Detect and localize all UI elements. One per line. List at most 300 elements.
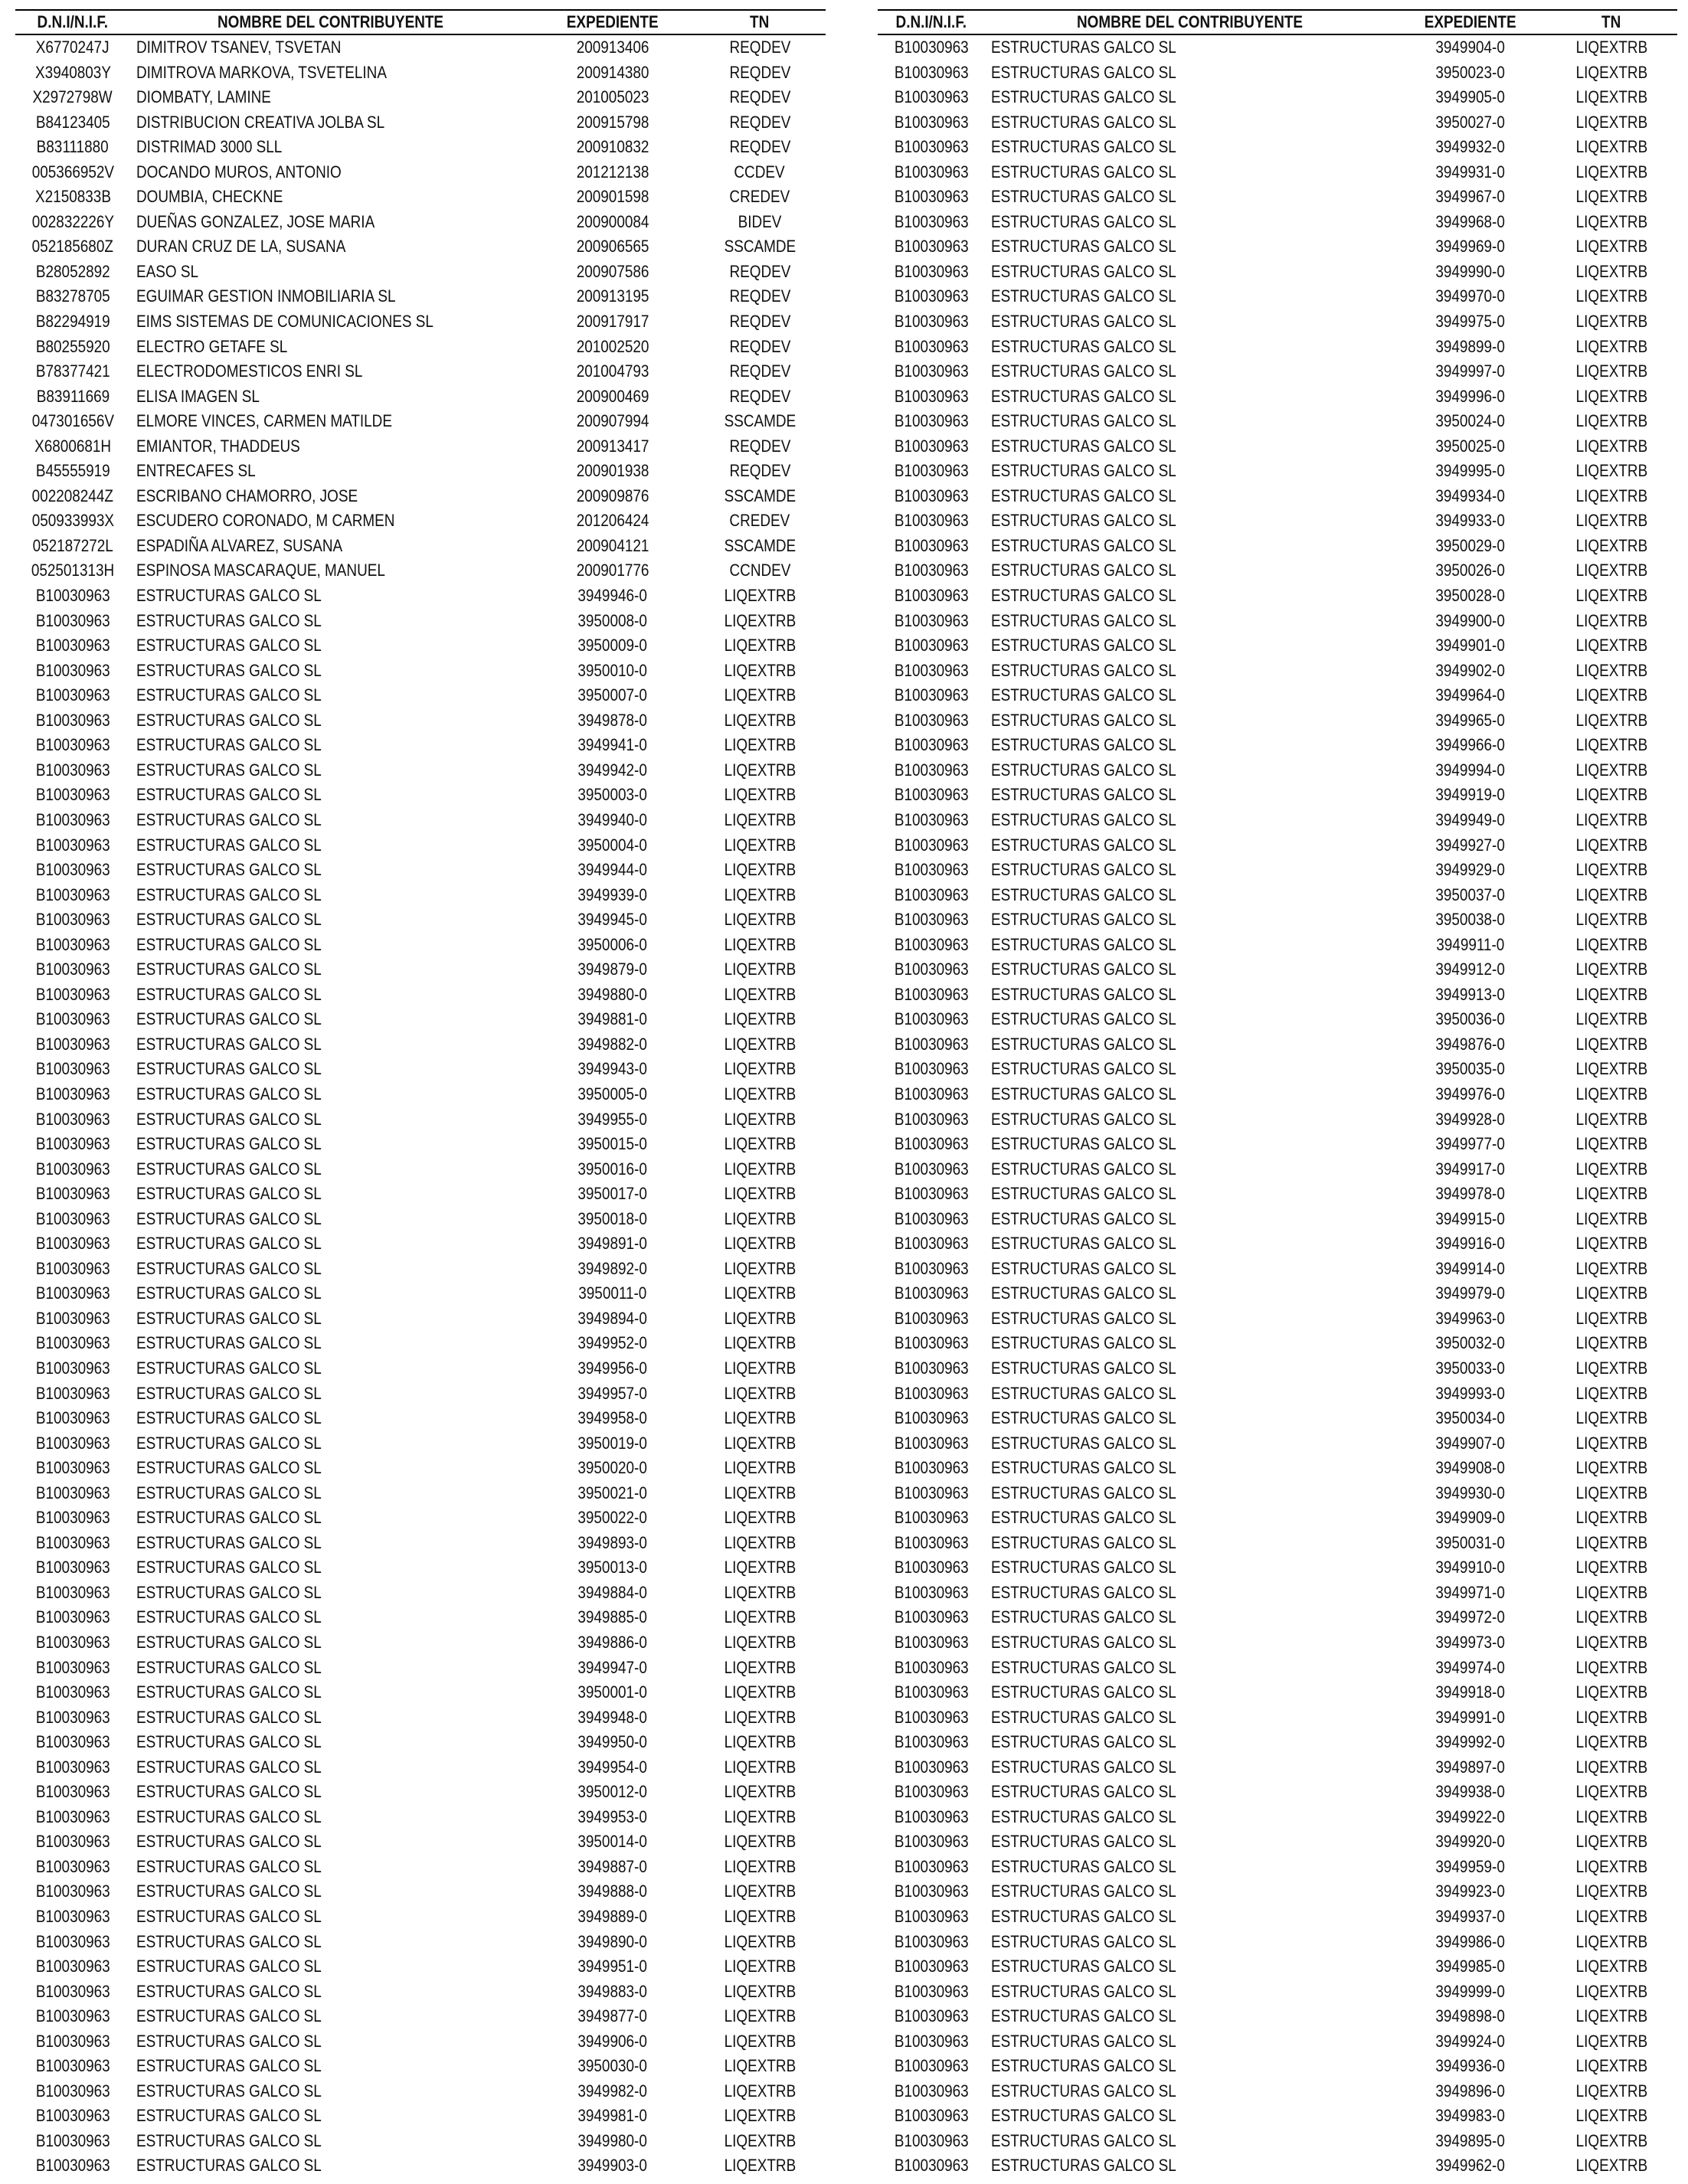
cell-taxpayer-name: ESTRUCTURAS GALCO SL — [991, 187, 1176, 207]
cell-nif: B10030963 — [894, 1308, 969, 1328]
cell-nif: B10030963 — [894, 511, 969, 531]
table-row — [15, 733, 826, 758]
cell-nif: B10030963 — [35, 1408, 110, 1428]
cell-tn: LIQEXTRB — [1575, 1607, 1647, 1627]
cell-taxpayer-name: ESTRUCTURAS GALCO SL — [136, 2056, 322, 2076]
table-row — [878, 234, 1677, 260]
cell-tn: LIQEXTRB — [1575, 1931, 1647, 1951]
cell-tn: LIQEXTRB — [724, 1782, 796, 1802]
cell-tn: LIQEXTRB — [1575, 1034, 1647, 1054]
cell-tn: LIQEXTRB — [724, 835, 796, 855]
table-row — [15, 1531, 826, 1556]
cell-nif: B10030963 — [35, 1283, 110, 1303]
cell-taxpayer-name: ESTRUCTURAS GALCO SL — [991, 1059, 1176, 1079]
table-body-right — [878, 34, 1677, 2179]
cell-nif: B10030963 — [35, 660, 110, 680]
cell-taxpayer-name: ESTRUCTURAS GALCO SL — [991, 2031, 1176, 2051]
cell-expediente: 3949903-0 — [577, 2156, 648, 2176]
cell-expediente: 3950015-0 — [577, 1134, 648, 1154]
table-row — [15, 2054, 826, 2079]
cell-expediente: 3950029-0 — [1435, 535, 1506, 555]
cell-nif: B10030963 — [894, 934, 969, 954]
table-row — [15, 1805, 826, 1830]
table-row — [15, 409, 826, 434]
cell-expediente: 3949911-0 — [1436, 934, 1505, 954]
table-row — [878, 34, 1677, 60]
cell-tn: LIQEXTRB — [1575, 2106, 1647, 2126]
table-row — [878, 907, 1677, 933]
cell-expediente: 3949913-0 — [1435, 984, 1506, 1004]
table-row — [15, 1257, 826, 1282]
table-row — [15, 309, 826, 335]
table-row — [15, 1879, 826, 1904]
cell-nif: B83278705 — [35, 286, 110, 306]
cell-expediente: 3950012-0 — [577, 1782, 648, 1802]
table-row — [878, 210, 1677, 235]
table-row — [15, 1656, 826, 1681]
cell-taxpayer-name: DOUMBIA, CHECKNE — [136, 187, 283, 207]
cell-expediente: 3949943-0 — [577, 1059, 648, 1079]
cell-taxpayer-name: ESTRUCTURAS GALCO SL — [991, 1234, 1176, 1254]
table-row — [878, 1506, 1677, 1531]
cell-taxpayer-name: ESTRUCTURAS GALCO SL — [991, 1582, 1176, 1602]
table-row — [878, 135, 1677, 160]
cell-taxpayer-name: ESTRUCTURAS GALCO SL — [991, 960, 1176, 979]
table-row — [15, 1555, 826, 1581]
cell-taxpayer-name: ESTRUCTURAS GALCO SL — [136, 1981, 322, 2001]
cell-expediente: 3949993-0 — [1435, 1383, 1506, 1403]
cell-nif: B10030963 — [35, 1633, 110, 1652]
cell-taxpayer-name: ESTRUCTURAS GALCO SL — [991, 1109, 1176, 1129]
cell-taxpayer-name: ESTRUCTURAS GALCO SL — [991, 1782, 1176, 1802]
cell-tn: LIQEXTRB — [1575, 486, 1647, 505]
cell-tn: LIQEXTRB — [1575, 1707, 1647, 1727]
table-row — [15, 833, 826, 858]
cell-expediente: 3949956-0 — [577, 1358, 648, 1378]
table-row — [15, 933, 826, 958]
cell-taxpayer-name: ESTRUCTURAS GALCO SL — [136, 1558, 322, 1578]
cell-nif: X2150833B — [34, 187, 111, 207]
table-row — [878, 260, 1677, 285]
cell-taxpayer-name: ESTRUCTURAS GALCO SL — [991, 2130, 1176, 2150]
table-row — [15, 34, 826, 60]
cell-tn: LIQEXTRB — [1575, 237, 1647, 257]
table-row — [878, 2079, 1677, 2104]
table-body-left — [15, 34, 826, 2179]
cell-tn: LIQEXTRB — [1575, 211, 1647, 231]
cell-nif: B10030963 — [894, 38, 969, 57]
cell-expediente: 3949953-0 — [577, 1806, 648, 1826]
cell-taxpayer-name: ESTRUCTURAS GALCO SL — [991, 112, 1176, 132]
cell-expediente: 200901776 — [576, 561, 649, 580]
cell-nif: B10030963 — [35, 710, 110, 730]
cell-taxpayer-name: ESTRUCTURAS GALCO SL — [991, 211, 1176, 231]
cell-expediente: 3950028-0 — [1435, 586, 1506, 606]
cell-tn: LIQEXTRB — [724, 2130, 796, 2150]
cell-taxpayer-name: ESTRUCTURAS GALCO SL — [991, 1633, 1176, 1652]
cell-taxpayer-name: ESTRUCTURAS GALCO SL — [136, 809, 322, 829]
cell-expediente: 3950008-0 — [577, 610, 648, 630]
cell-nif: B10030963 — [894, 2081, 969, 2101]
cell-expediente: 3949883-0 — [577, 1981, 648, 2001]
cell-taxpayer-name: ESTRUCTURAS GALCO SL — [136, 660, 322, 680]
cell-taxpayer-name: ESTRUCTURAS GALCO SL — [136, 1383, 322, 1403]
cell-nif: B10030963 — [35, 1234, 110, 1254]
cell-expediente: 200907994 — [576, 411, 649, 431]
cell-taxpayer-name: ESTRUCTURAS GALCO SL — [991, 1408, 1176, 1428]
cell-nif: B10030963 — [894, 1582, 969, 1602]
cell-nif: B10030963 — [894, 910, 969, 930]
cell-nif: B10030963 — [35, 586, 110, 606]
cell-nif: B80255920 — [35, 336, 110, 356]
cell-tn: LIQEXTRB — [1575, 535, 1647, 555]
cell-taxpayer-name: ESTRUCTURAS GALCO SL — [136, 1806, 322, 1826]
cell-tn: LIQEXTRB — [724, 1607, 796, 1627]
cell-nif: B10030963 — [894, 1907, 969, 1927]
cell-tn: LIQEXTRB — [724, 2081, 796, 2101]
cell-tn: LIQEXTRB — [1575, 1208, 1647, 1228]
table-row — [15, 284, 826, 309]
cell-taxpayer-name: ESTRUCTURAS GALCO SL — [991, 2156, 1176, 2176]
cell-expediente: 3949889-0 — [577, 1907, 648, 1927]
table-row — [878, 1207, 1677, 1232]
cell-taxpayer-name: ESTRUCTURAS GALCO SL — [136, 1109, 322, 1129]
cell-nif: B10030963 — [894, 1159, 969, 1179]
cell-nif: B10030963 — [35, 1358, 110, 1378]
cell-taxpayer-name: ESTRUCTURAS GALCO SL — [136, 1034, 322, 1054]
cell-tn: LIQEXTRB — [724, 1483, 796, 1502]
cell-expediente: 3949890-0 — [577, 1931, 648, 1951]
table-row — [15, 609, 826, 634]
cell-tn: LIQEXTRB — [724, 1084, 796, 1103]
cell-nif: B10030963 — [894, 336, 969, 356]
table-row — [878, 558, 1677, 584]
cell-taxpayer-name: ESTRUCTURAS GALCO SL — [991, 1657, 1176, 1677]
cell-tn: LIQEXTRB — [1575, 336, 1647, 356]
cell-nif: B10030963 — [35, 1682, 110, 1702]
cell-taxpayer-name: ESTRUCTURAS GALCO SL — [136, 1084, 322, 1103]
cell-expediente: 3949949-0 — [1435, 809, 1506, 829]
cell-expediente: 3949985-0 — [1435, 1957, 1506, 1976]
cell-nif: 002208244Z — [31, 486, 114, 505]
table-row — [878, 508, 1677, 534]
cell-taxpayer-name: ESTRUCTURAS GALCO SL — [991, 237, 1176, 257]
cell-taxpayer-name: ESTRUCTURAS GALCO SL — [136, 1159, 322, 1179]
cell-taxpayer-name: ESTRUCTURAS GALCO SL — [991, 38, 1176, 57]
cell-nif: X6800681H — [34, 436, 111, 456]
cell-nif: B10030963 — [35, 1832, 110, 1852]
cell-taxpayer-name: ESTRUCTURAS GALCO SL — [991, 286, 1176, 306]
cell-tn: LIQEXTRB — [724, 884, 796, 904]
cell-taxpayer-name: ESTRUCTURAS GALCO SL — [991, 1832, 1176, 1852]
cell-expediente: 3950020-0 — [577, 1458, 648, 1478]
cell-nif: B10030963 — [894, 312, 969, 332]
cell-nif: B10030963 — [35, 884, 110, 904]
cell-nif: B10030963 — [894, 1732, 969, 1752]
cell-tn: LIQEXTRB — [724, 1856, 796, 1876]
cell-tn: LIQEXTRB — [724, 1931, 796, 1951]
cell-taxpayer-name: ESTRUCTURAS GALCO SL — [136, 1458, 322, 1478]
cell-nif: B10030963 — [894, 1333, 969, 1353]
table-row — [15, 633, 826, 659]
table-row — [15, 2079, 826, 2104]
cell-nif: B10030963 — [35, 835, 110, 855]
table-row — [878, 85, 1677, 110]
cell-taxpayer-name: ESTRUCTURAS GALCO SL — [991, 261, 1176, 281]
cell-expediente: 3949931-0 — [1435, 162, 1506, 181]
cell-tn: LIQEXTRB — [1575, 835, 1647, 855]
table-row — [878, 858, 1677, 883]
cell-tn: LIQEXTRB — [1575, 2130, 1647, 2150]
table-row — [15, 384, 826, 410]
cell-tn: LIQEXTRB — [724, 1508, 796, 1528]
cell-nif: B10030963 — [894, 2130, 969, 2150]
table-row — [15, 2004, 826, 2029]
cell-nif: B10030963 — [894, 960, 969, 979]
table-row — [878, 633, 1677, 659]
cell-taxpayer-name: ELISA IMAGEN SL — [136, 386, 260, 406]
cell-expediente: 3949952-0 — [577, 1333, 648, 1353]
cell-nif: B10030963 — [35, 2056, 110, 2076]
cell-taxpayer-name: ESTRUCTURAS GALCO SL — [991, 1806, 1176, 1826]
table-row — [878, 2129, 1677, 2154]
cell-nif: B10030963 — [35, 1034, 110, 1054]
table-row — [878, 1780, 1677, 1805]
cell-expediente: 3950006-0 — [577, 934, 648, 954]
cell-nif: B10030963 — [35, 1184, 110, 1204]
cell-tn: LIQEXTRB — [1575, 1782, 1647, 1802]
cell-nif: B10030963 — [894, 1009, 969, 1029]
cell-nif: B10030963 — [894, 2031, 969, 2051]
cell-expediente: 3949999-0 — [1435, 1981, 1506, 2001]
cell-expediente: 3949938-0 — [1435, 1782, 1506, 1802]
cell-tn: LIQEXTRB — [1575, 884, 1647, 904]
cell-taxpayer-name: ESTRUCTURAS GALCO SL — [136, 910, 322, 930]
cell-taxpayer-name: ESTRUCTURAS GALCO SL — [991, 785, 1176, 805]
cell-taxpayer-name: ESTRUCTURAS GALCO SL — [991, 1333, 1176, 1353]
cell-expediente: 3949975-0 — [1435, 312, 1506, 332]
cell-tn: LIQEXTRB — [1575, 187, 1647, 207]
cell-taxpayer-name: ESTRUCTURAS GALCO SL — [136, 1258, 322, 1278]
header-expediente: EXPEDIENTE — [1395, 10, 1546, 34]
cell-nif: B82294919 — [35, 312, 110, 332]
cell-nif: B10030963 — [35, 610, 110, 630]
cell-tn: LIQEXTRB — [1575, 1657, 1647, 1677]
table-row — [878, 1879, 1677, 1904]
cell-nif: 052501313H — [31, 561, 115, 580]
cell-taxpayer-name: ESTRUCTURAS GALCO SL — [136, 1308, 322, 1328]
cell-tn: LIQEXTRB — [1575, 984, 1647, 1004]
table-row — [15, 2029, 826, 2055]
cell-nif: B10030963 — [894, 1184, 969, 1204]
table-row — [878, 1231, 1677, 1257]
cell-nif: B10030963 — [894, 984, 969, 1004]
cell-expediente: 3950026-0 — [1435, 561, 1506, 580]
cell-tn: LIQEXTRB — [1575, 1856, 1647, 1876]
cell-nif: B10030963 — [894, 1134, 969, 1154]
table-header-right — [878, 10, 1677, 34]
table-row — [15, 484, 826, 509]
cell-taxpayer-name: ESTRUCTURAS GALCO SL — [991, 1732, 1176, 1752]
cell-tn: LIQEXTRB — [1575, 1358, 1647, 1378]
table-row — [878, 1007, 1677, 1032]
cell-expediente: 3950010-0 — [577, 660, 648, 680]
table-row — [878, 1805, 1677, 1830]
cell-expediente: 3949927-0 — [1435, 835, 1506, 855]
cell-tn: LIQEXTRB — [724, 1234, 796, 1254]
cell-expediente: 3949884-0 — [577, 1582, 648, 1602]
cell-expediente: 3949894-0 — [577, 1308, 648, 1328]
table-row — [878, 1082, 1677, 1107]
cell-nif: B10030963 — [35, 2006, 110, 2026]
left-column — [15, 9, 826, 2179]
cell-taxpayer-name: ESTRUCTURAS GALCO SL — [136, 1283, 322, 1303]
cell-tn: LIQEXTRB — [1575, 1383, 1647, 1403]
cell-tn: LIQEXTRB — [724, 2156, 796, 2176]
cell-tn: REQDEV — [729, 461, 790, 481]
table-row — [15, 1930, 826, 1955]
cell-tn: SSCAMDE — [724, 411, 796, 431]
cell-expediente: 3949963-0 — [1435, 1308, 1506, 1328]
cell-tn: CCNDEV — [729, 561, 790, 580]
cell-tn: LIQEXTRB — [1575, 1408, 1647, 1428]
table-row — [878, 1182, 1677, 1207]
table-row — [878, 1257, 1677, 1282]
cell-expediente: 3950031-0 — [1435, 1532, 1506, 1552]
table-row — [878, 2029, 1677, 2055]
cell-taxpayer-name: ESTRUCTURAS GALCO SL — [991, 1159, 1176, 1179]
cell-tn: LIQEXTRB — [1575, 1283, 1647, 1303]
cell-taxpayer-name: ESTRUCTURAS GALCO SL — [991, 1433, 1176, 1453]
table-row — [878, 1281, 1677, 1306]
cell-tn: LIQEXTRB — [724, 1333, 796, 1353]
table-row — [878, 683, 1677, 708]
table-row — [878, 1456, 1677, 1481]
cell-taxpayer-name: ESTRUCTURAS GALCO SL — [136, 636, 322, 656]
cell-expediente: 3949885-0 — [577, 1607, 648, 1627]
header-expediente: EXPEDIENTE — [532, 10, 694, 34]
cell-expediente: 3949909-0 — [1435, 1508, 1506, 1528]
cell-nif: B10030963 — [894, 1383, 969, 1403]
cell-nif: B10030963 — [894, 1806, 969, 1826]
cell-expediente: 3949876-0 — [1435, 1034, 1506, 1054]
cell-tn: LIQEXTRB — [724, 1258, 796, 1278]
cell-taxpayer-name: ESTRUCTURAS GALCO SL — [136, 2106, 322, 2126]
cell-nif: B10030963 — [35, 1782, 110, 1802]
cell-expediente: 3949994-0 — [1435, 760, 1506, 780]
cell-nif: B10030963 — [894, 2156, 969, 2176]
cell-nif: X2972798W — [32, 87, 113, 107]
table-row — [878, 60, 1677, 86]
cell-taxpayer-name: ESTRUCTURAS GALCO SL — [991, 710, 1176, 730]
cell-nif: X6770247J — [36, 38, 110, 57]
cell-tn: LIQEXTRB — [1575, 1633, 1647, 1652]
cell-taxpayer-name: ESTRUCTURAS GALCO SL — [136, 984, 322, 1004]
cell-nif: B10030963 — [35, 1084, 110, 1103]
cell-expediente: 3950024-0 — [1435, 411, 1506, 431]
cell-nif: B10030963 — [35, 685, 110, 705]
cell-tn: LIQEXTRB — [724, 1532, 796, 1552]
cell-tn: LIQEXTRB — [724, 960, 796, 979]
cell-taxpayer-name: ESTRUCTURAS GALCO SL — [136, 586, 322, 606]
cell-tn: LIQEXTRB — [1575, 1458, 1647, 1478]
cell-nif: B10030963 — [35, 934, 110, 954]
cell-taxpayer-name: ESTRUCTURAS GALCO SL — [136, 735, 322, 755]
cell-nif: B28052892 — [35, 261, 110, 281]
cell-nif: B10030963 — [35, 1433, 110, 1453]
cell-taxpayer-name: ESTRUCTURAS GALCO SL — [136, 1633, 322, 1652]
cell-tn: LIQEXTRB — [724, 1907, 796, 1927]
cell-nif: B10030963 — [894, 211, 969, 231]
cell-tn: LIQEXTRB — [1575, 1558, 1647, 1578]
cell-nif: B10030963 — [894, 1931, 969, 1951]
cell-expediente: 200913406 — [576, 38, 649, 57]
cell-taxpayer-name: ESTRUCTURAS GALCO SL — [136, 610, 322, 630]
table-row — [878, 2004, 1677, 2029]
cell-taxpayer-name: ESTRUCTURAS GALCO SL — [991, 910, 1176, 930]
cell-taxpayer-name: ESCRIBANO CHAMORRO, JOSE — [136, 486, 358, 505]
cell-tn: LIQEXTRB — [1575, 860, 1647, 880]
cell-nif: B10030963 — [35, 1308, 110, 1328]
cell-expediente: 3950001-0 — [577, 1682, 648, 1702]
cell-expediente: 3949895-0 — [1435, 2130, 1506, 2150]
cell-nif: B10030963 — [894, 187, 969, 207]
table-row — [878, 1431, 1677, 1457]
cell-taxpayer-name: ESTRUCTURAS GALCO SL — [991, 1607, 1176, 1627]
cell-nif: B10030963 — [894, 1433, 969, 1453]
cell-expediente: 3949922-0 — [1435, 1806, 1506, 1826]
cell-expediente: 3949916-0 — [1435, 1234, 1506, 1254]
cell-taxpayer-name: ESTRUCTURAS GALCO SL — [136, 1957, 322, 1976]
cell-tn: LIQEXTRB — [1575, 1009, 1647, 1029]
cell-nif: X3940803Y — [34, 62, 111, 82]
cell-nif: B10030963 — [894, 586, 969, 606]
cell-nif: B10030963 — [894, 1234, 969, 1254]
cell-taxpayer-name: EMIANTOR, THADDEUS — [136, 436, 300, 456]
cell-nif: B10030963 — [35, 1508, 110, 1528]
cell-expediente: 3949904-0 — [1435, 38, 1506, 57]
cell-tn: LIQEXTRB — [724, 636, 796, 656]
table-row — [15, 1630, 826, 1656]
cell-expediente: 200906565 — [576, 237, 649, 257]
cell-tn: SSCAMDE — [724, 486, 796, 505]
cell-taxpayer-name: EASO SL — [136, 261, 198, 281]
table-row — [878, 110, 1677, 136]
cell-nif: B10030963 — [35, 1208, 110, 1228]
table-header-left — [15, 10, 826, 34]
table-row — [15, 1231, 826, 1257]
cell-expediente: 200914380 — [576, 62, 649, 82]
cell-nif: B10030963 — [35, 1882, 110, 1901]
cell-expediente: 3949880-0 — [577, 984, 648, 1004]
cell-nif: B10030963 — [894, 486, 969, 505]
cell-taxpayer-name: ESTRUCTURAS GALCO SL — [991, 87, 1176, 107]
cell-expediente: 200901598 — [576, 187, 649, 207]
table-row — [878, 284, 1677, 309]
cell-taxpayer-name: ESTRUCTURAS GALCO SL — [136, 710, 322, 730]
cell-expediente: 3950035-0 — [1435, 1059, 1506, 1079]
table-row — [878, 1656, 1677, 1681]
cell-taxpayer-name: ESTRUCTURAS GALCO SL — [136, 1832, 322, 1852]
cell-tn: LIQEXTRB — [1575, 411, 1647, 431]
cell-tn: LIQEXTRB — [1575, 2031, 1647, 2051]
cell-taxpayer-name: DIMITROV TSANEV, TSVETAN — [136, 38, 342, 57]
cell-tn: LIQEXTRB — [724, 785, 796, 805]
cell-nif: B10030963 — [35, 1558, 110, 1578]
cell-tn: REQDEV — [729, 312, 790, 332]
cell-tn: LIQEXTRB — [1575, 660, 1647, 680]
cell-expediente: 3949954-0 — [577, 1757, 648, 1777]
